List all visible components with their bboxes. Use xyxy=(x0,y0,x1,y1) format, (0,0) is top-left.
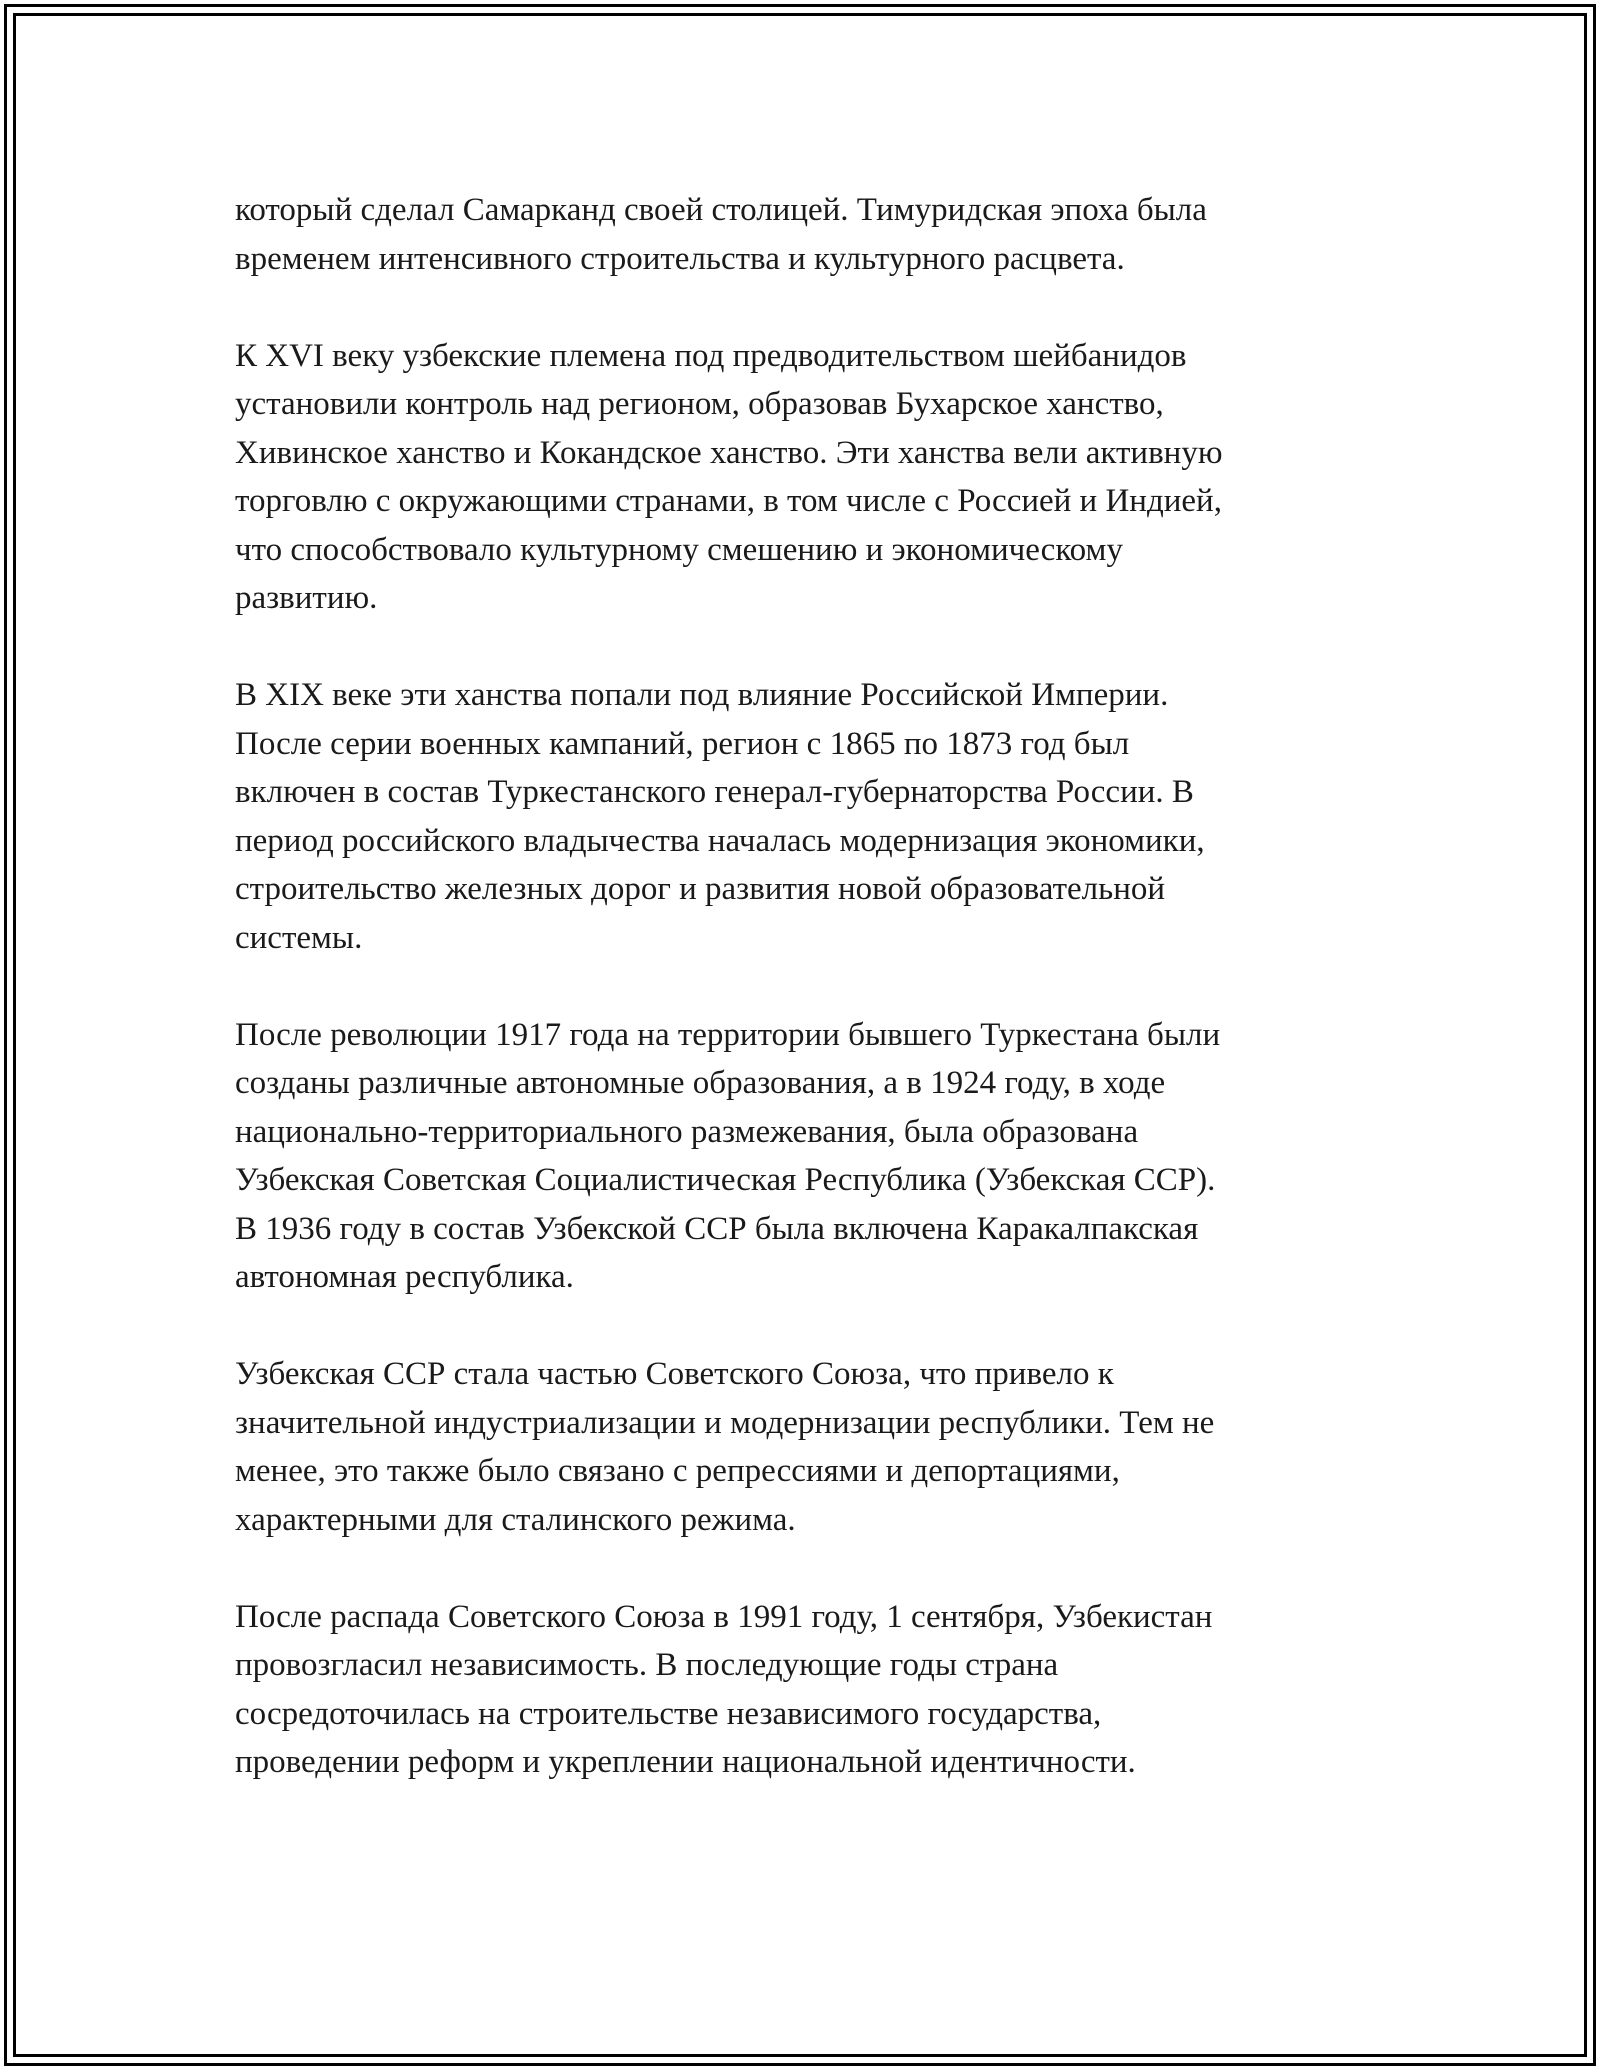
paragraph-soviet-union: Узбекская ССР стала частью Советского Союза, что привело к значительной индустриализации и модернизации республики. Тем не менее, это также было связано с репрессиями и депортациями, характерными для сталинского режима. xyxy=(235,1356,1215,1538)
paragraph-timurid-era: который сделал Самарканд своей столицей. Тимуридская эпоха была временем интенсивного строительства и культурного расцвета. xyxy=(235,192,1207,277)
document-body xyxy=(235,186,1365,1787)
paragraph-russian-empire: В XIX веке эти ханства попали под влияние Российской Империи. После серии военных кампаний, регион с 1865 по 1873 год был включен в состав Туркестанского генерал-губернаторства России. В период российского владычества началась модернизация экономики, строительство железных дорог и развития новой образовательной системы. xyxy=(235,677,1205,956)
paragraph-shaybanid-khanates: К XVI веку узбекские племена под предводительством шейбанидов установили контроль над регионом, образовав Бухарское ханство, Хивинское ханство и Кокандское ханство. Эти ханства вели активную торговлю с окружающими странами, в том числе с Россией и Индией, что способствовало культурному смешению и экономическому развитию. xyxy=(235,337,1223,616)
paragraph-soviet-formation: После революции 1917 года на территории бывшего Туркестана были созданы различные автономные образования, а в 1924 году, в ходе национально-территориального размежевания, была образована Узбекская Советская Социалистическая Республика (Узбекская ССР). В 1936 году в состав Узбекской ССР была включена Каракалпакская автономная республика. xyxy=(235,1016,1221,1295)
paragraph-independence: После распада Советского Союза в 1991 году, 1 сентября, Узбекистан провозгласил независимость. В последующие годы страна сосредоточилась на строительстве независимого государства, проведении реформ и укреплении национальной идентичности. xyxy=(235,1598,1213,1780)
